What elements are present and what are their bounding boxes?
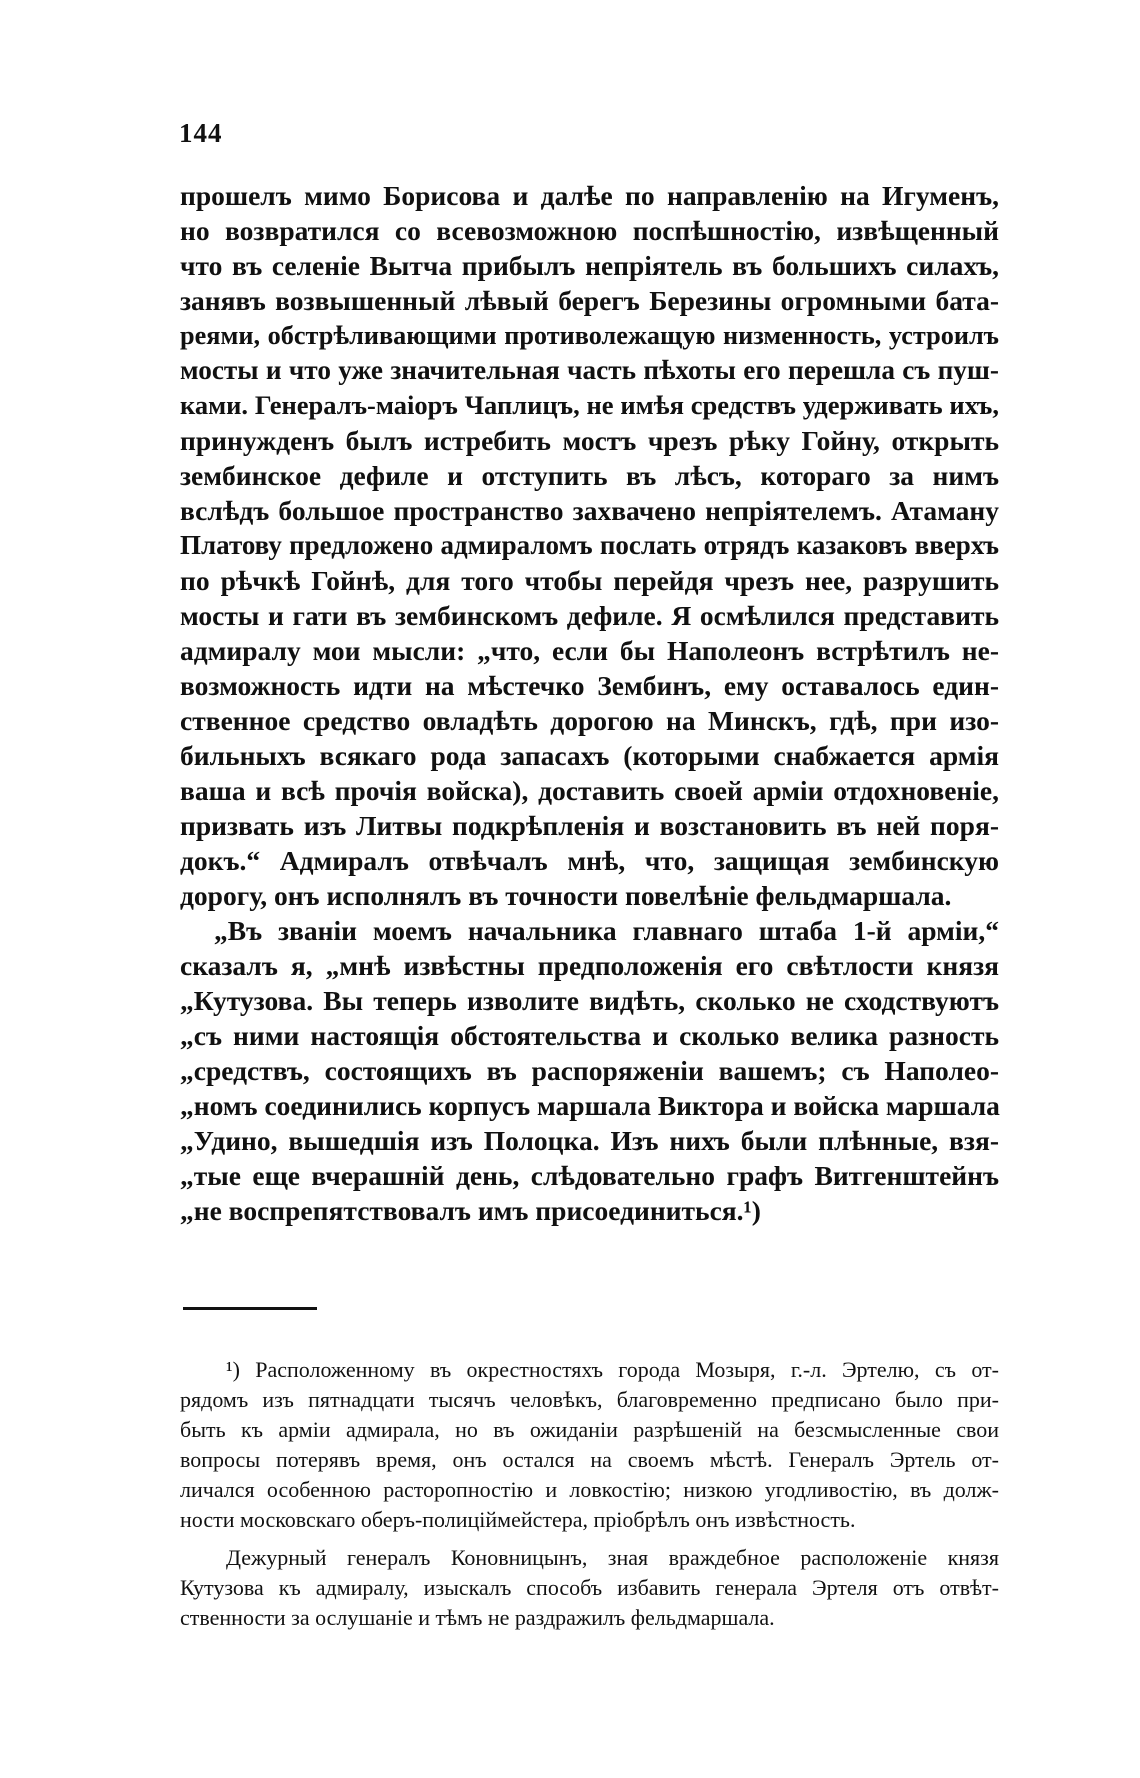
text-line: зембинское дефиле и отступить въ лѣсъ, котораго за нимъ: [180, 460, 999, 491]
footnote-line: ственности за ослушаніе и тѣмъ не раздражилъ фельдмаршала.: [180, 1605, 775, 1630]
text-line: возможность идти на мѣстечко Зембинъ, ему оставалось един-: [180, 670, 999, 701]
text-line: ваша и всѣ прочія войска), доставить своей арміи отдохновеніе,: [180, 775, 999, 806]
footnote-separator: [183, 1307, 317, 1310]
text-line: что въ селеніе Вытча прибылъ непріятель въ большихъ силахъ,: [180, 250, 999, 281]
text-line: прошелъ мимо Борисова и далѣе по направленію на Игуменъ,: [180, 180, 999, 211]
text-line: мосты и что уже значительная часть пѣхоты его перешла съ пуш-: [180, 355, 999, 385]
text-line: „Кутузова. Вы теперь изволите видѣть, сколько не сходствуютъ: [180, 985, 999, 1016]
footnote-line: личался особенною расторопностію и ловкостію; низкою угодливостію, въ долж-: [180, 1477, 999, 1502]
text-line: „Въ званіи моемъ начальника главнаго штаба 1-й арміи,“: [214, 915, 999, 946]
text-line: „Удино, вышедшія изъ Полоцка. Изъ нихъ были плѣнные, взя-: [180, 1125, 999, 1156]
text-line: „не воспрепятствовалъ имъ присоединиться.¹): [180, 1195, 761, 1226]
footnote-line: быть къ арміи адмирала, но въ ожиданіи разрѣшеній на безсмысленные свои: [180, 1417, 999, 1442]
footnote-line: ¹) Расположенному въ окрестностяхъ города Мозыря, г.-л. Эртелю, съ от-: [226, 1357, 999, 1382]
footnote-line: вопросы потерявъ время, онъ остался на своемъ мѣстѣ. Генералъ Эртель от-: [180, 1447, 999, 1472]
text-line: „номъ соединились корпусъ маршала Виктора и войска маршала: [180, 1090, 1000, 1121]
text-line: Платову предложено адмираломъ послать отрядъ казаковъ вверхъ: [180, 530, 999, 560]
text-line: реями, обстрѣливающими противолежащую низменность, устроилъ: [180, 321, 999, 350]
text-line: но возвратился со всевозможною поспѣшностію, извѣщенный: [180, 215, 999, 246]
text-line: занявъ возвышенный лѣвый берегъ Березины огромными бата-: [180, 285, 999, 316]
footnote-line: рядомъ изъ пятнадцати тысячъ человѣкъ, благовременно предписано было при-: [180, 1387, 999, 1412]
text-line: адмиралу мои мысли: „что, если бы Наполеонъ встрѣтилъ не-: [180, 635, 999, 666]
text-line: бильныхъ всякаго рода запасахъ (которыми снабжается армія: [180, 740, 999, 771]
text-line: „съ ними настоящія обстоятельства и сколько велика разность: [180, 1020, 999, 1051]
footnote-line: ности московскаго оберъ-полицiймейстера, пріобрѣлъ онъ извѣстность.: [180, 1507, 856, 1532]
text-line: сказалъ я, „мнѣ извѣстны предположенія его свѣтлости князя: [180, 950, 999, 981]
footnote: [180, 1355, 999, 1633]
text-line: ственное средство овладѣть дорогою на Минскъ, гдѣ, при изо-: [180, 705, 999, 736]
text-line: докъ.“ Адмиралъ отвѣчалъ мнѣ, что, защищая зембинскую: [180, 845, 999, 876]
text-line: призвать изъ Литвы подкрѣпленія и возстановить въ ней поря-: [180, 810, 999, 841]
text-line: ками. Генералъ-маіоръ Чаплицъ, не имѣя средствъ удерживать ихъ,: [180, 390, 999, 420]
main-text: [180, 178, 999, 1228]
footnote-line: Дежурный генералъ Коновницынъ, зная враждебное расположеніе князя: [226, 1545, 999, 1570]
footnote-line: Кутузова къ адмиралу, изыскалъ способъ избавить генерала Эртеля отъ отвѣт-: [180, 1575, 999, 1600]
page-number: 144: [179, 118, 223, 148]
text-line: вслѣдъ большое пространство захвачено непріятелемъ. Атаману: [180, 495, 999, 526]
text-line: „средствъ, состоящихъ въ распоряженіи вашемъ; съ Наполео-: [180, 1055, 999, 1086]
text-line: принужденъ былъ истребить мостъ чрезъ рѣку Гойну, открыть: [180, 425, 999, 456]
text-line: дорогу, онъ исполнялъ въ точности повелѣніе фельдмаршала.: [180, 880, 952, 911]
text-line: по рѣчкѣ Гойнѣ, для того чтобы перейдя чрезъ нее, разрушить: [180, 565, 999, 596]
text-line: мосты и гати въ зембинскомъ дефиле. Я осмѣлился представить: [180, 600, 999, 631]
text-line: „тые еще вчерашній день, слѣдовательно графъ Витгенштейнъ: [180, 1160, 999, 1191]
